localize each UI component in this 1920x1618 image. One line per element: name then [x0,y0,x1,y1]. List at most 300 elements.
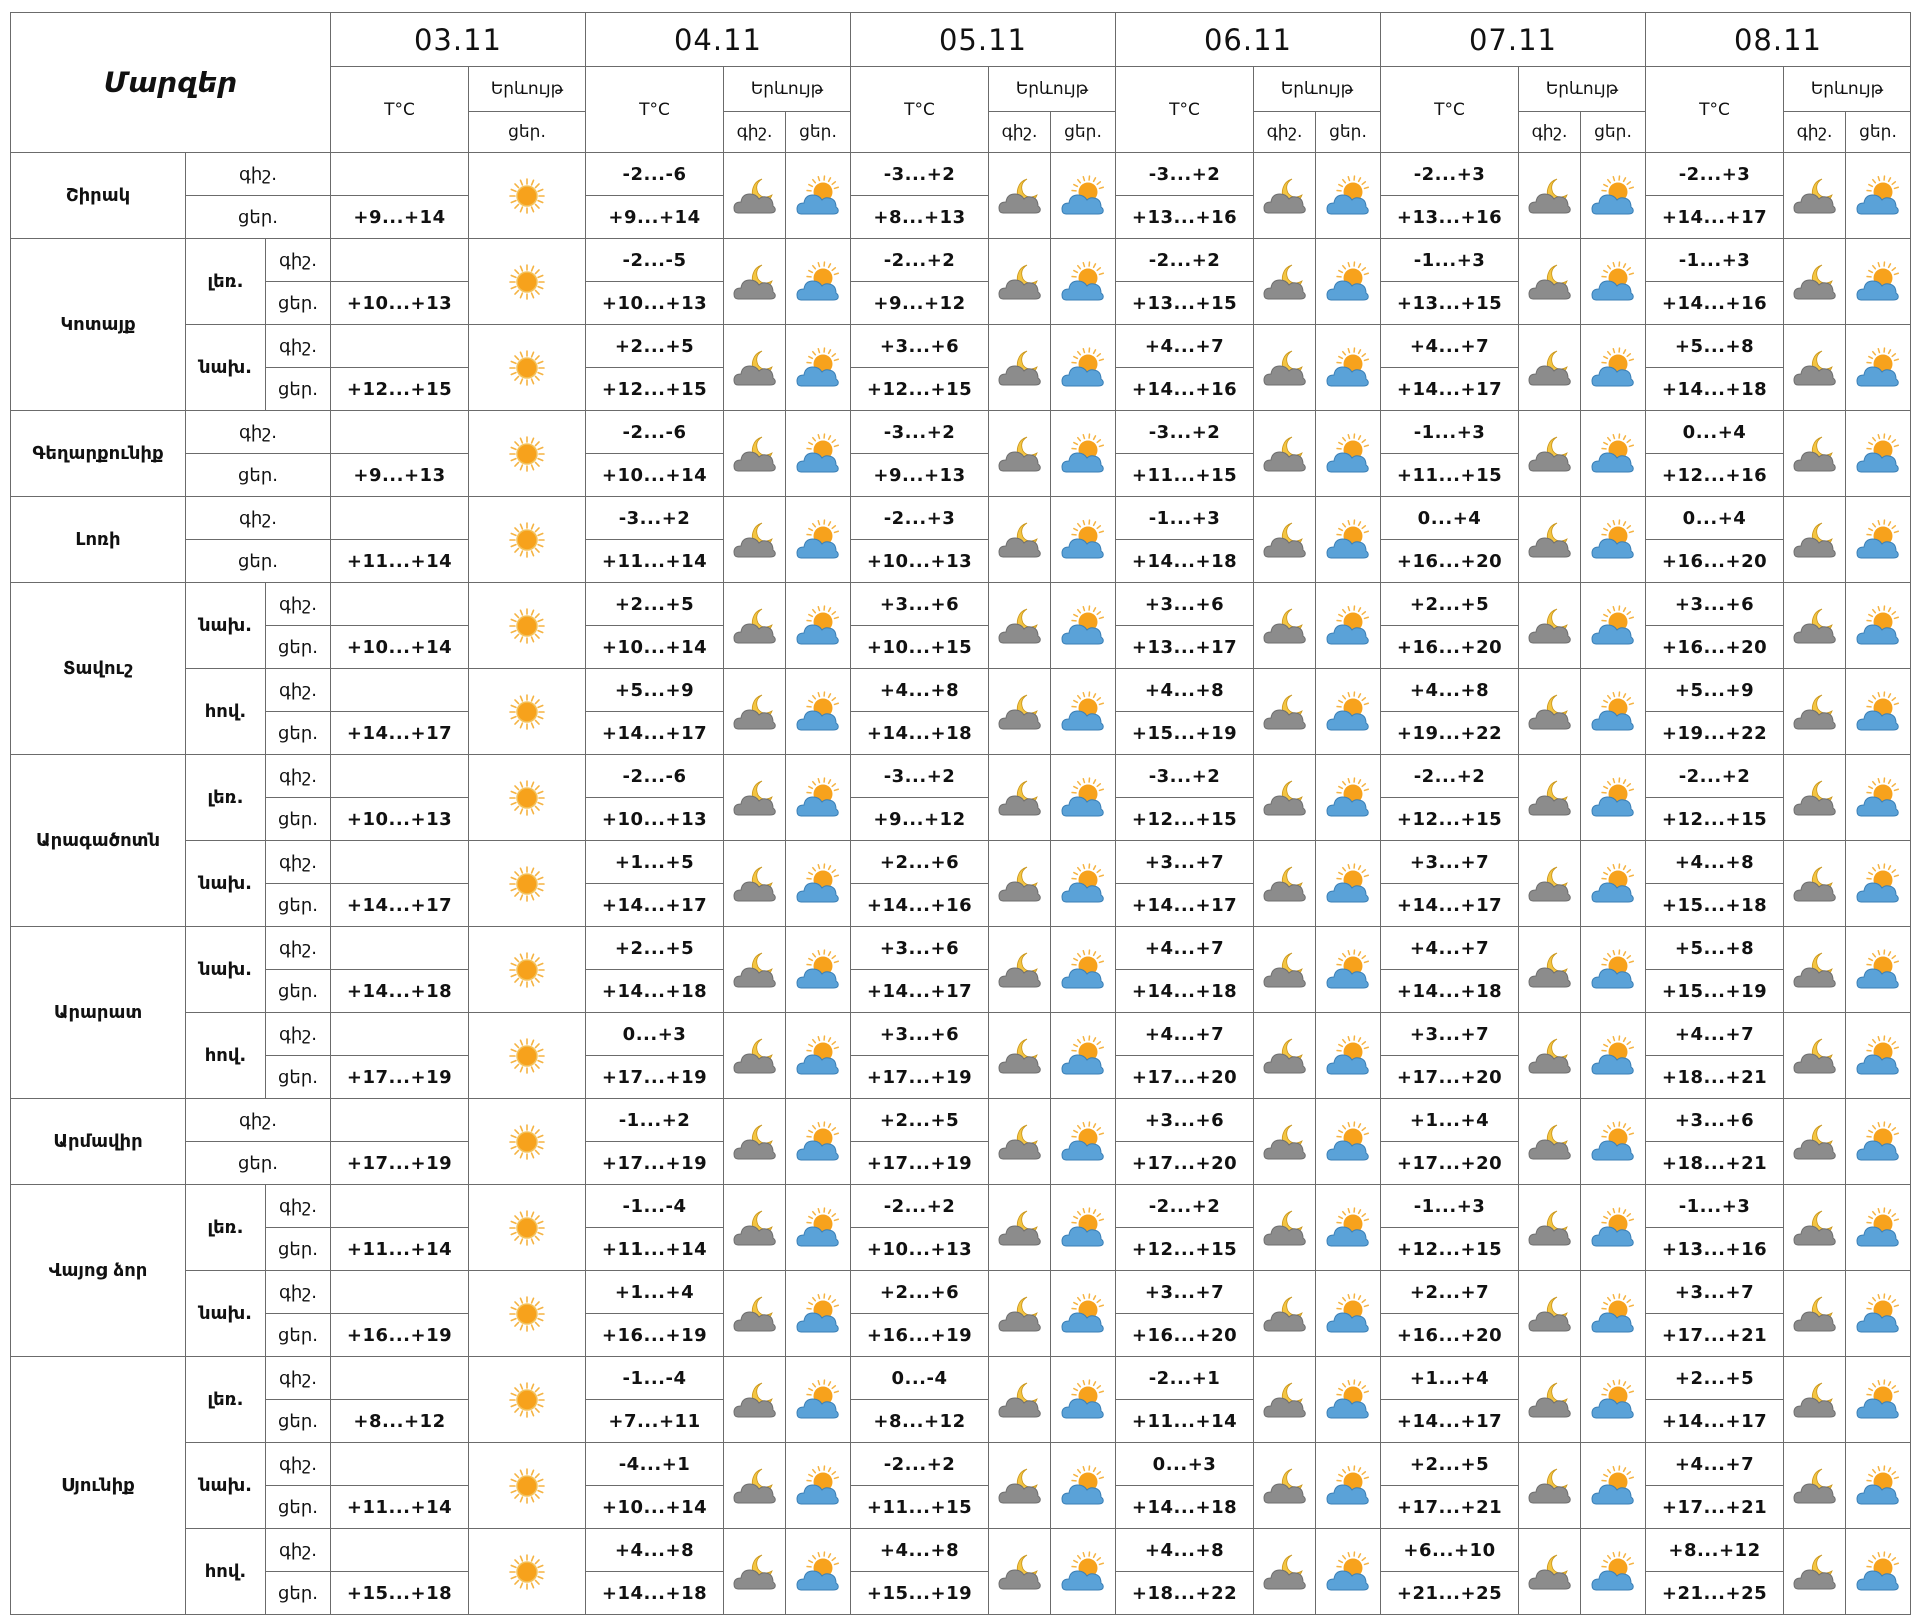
cloud-sun-icon [786,669,851,755]
night-temp: -3...+2 [851,411,989,454]
cloud-moon-icon [1784,239,1846,325]
day-label: ցեր. [266,1572,331,1615]
day-temp: +14...+17 [1381,1400,1519,1443]
table-row [11,841,1911,884]
cloud-moon-icon [1784,411,1846,497]
day-temp: +13...+17 [1116,626,1254,669]
day-temp: +10...+14 [586,1486,724,1529]
day-temp: +9...+14 [331,196,469,239]
day-temp: +14...+17 [1116,884,1254,927]
sun-icon [469,153,586,239]
day-label: ցեր. [266,1486,331,1529]
night-temp: +2...+7 [1381,1271,1519,1314]
night-temp: +4...+8 [1116,1529,1254,1572]
night-temp: +2...+5 [851,1099,989,1142]
night-temp: +4...+7 [1646,1443,1784,1486]
subregion-label: լեռ. [186,239,266,325]
day-temp: +14...+18 [1646,368,1784,411]
day-temp: +11...+15 [1381,454,1519,497]
region-name: Տավուշ [11,583,186,755]
day-temp: +14...+18 [1116,970,1254,1013]
cloud-sun-icon [786,1529,851,1615]
cloud-moon-icon [1254,755,1316,841]
night-label: գիշ. [266,1013,331,1056]
cloud-moon-icon [1784,669,1846,755]
day-temp: +17...+20 [1116,1056,1254,1099]
day-label: ցեր. [266,626,331,669]
cloud-moon-icon [989,1271,1051,1357]
region-name: Շիրակ [11,153,186,239]
night-temp: 0...+3 [586,1013,724,1056]
night-label: գիշ. [266,841,331,884]
day-temp: +14...+17 [586,884,724,927]
cloud-moon-icon [1254,239,1316,325]
night-temp: +3...+6 [1116,1099,1254,1142]
day-label: ցեր. [186,540,331,583]
night-temp: +4...+7 [1116,927,1254,970]
day-temp: +9...+13 [331,454,469,497]
cloud-moon-icon [989,1357,1051,1443]
cloud-sun-icon [1051,1099,1116,1185]
region-name: Լոռի [11,497,186,583]
subregion-label: նախ. [186,927,266,1013]
subregion-label: լեռ. [186,755,266,841]
cloud-sun-icon [1051,1529,1116,1615]
cloud-moon-icon [1254,153,1316,239]
day-temp: +16...+20 [1646,626,1784,669]
night-temp: 0...+4 [1381,497,1519,540]
night-temp: +3...+6 [851,927,989,970]
day-temp: +13...+15 [1381,282,1519,325]
cloud-sun-icon [1316,669,1381,755]
region-name: Կոտայք [11,239,186,411]
cloud-moon-icon [1784,927,1846,1013]
night-temp: -2...-6 [586,153,724,196]
cloud-moon-icon [1784,1443,1846,1529]
day-subheader: ցեր. [1316,112,1381,153]
cloud-sun-icon [1051,411,1116,497]
day-temp: +14...+17 [851,970,989,1013]
sun-icon [469,1443,586,1529]
cloud-moon-icon [989,325,1051,411]
cloud-sun-icon [1846,1013,1911,1099]
day-temp: +19...+22 [1381,712,1519,755]
table-row [11,927,1911,970]
cloud-sun-icon [1051,1357,1116,1443]
day-temp: +11...+14 [586,540,724,583]
night-temp: -2...+3 [1646,153,1784,196]
day-label: ցեր. [266,884,331,927]
cloud-moon-icon [724,1099,786,1185]
sun-icon [469,755,586,841]
day-label: ցեր. [266,1400,331,1443]
cloud-sun-icon [1316,497,1381,583]
night-label: գիշ. [266,669,331,712]
night-label: գիշ. [186,411,331,454]
date-header: 05.11 [851,13,1116,67]
day-temp: +17...+19 [586,1056,724,1099]
cloud-sun-icon [1051,153,1116,239]
day-temp: +10...+13 [851,1228,989,1271]
cloud-sun-icon [1846,239,1911,325]
table-row [11,1529,1911,1572]
day-temp: +14...+16 [1116,368,1254,411]
night-subheader: գիշ. [989,112,1051,153]
night-temp [331,497,469,540]
night-temp: +4...+7 [1116,325,1254,368]
day-temp: +11...+14 [586,1228,724,1271]
cloud-moon-icon [1784,497,1846,583]
temp-header: T°C [586,67,724,153]
day-label: ցեր. [266,970,331,1013]
table-row [11,1443,1911,1486]
day-temp: +14...+16 [851,884,989,927]
table-row [11,583,1911,626]
subregion-label: նախ. [186,583,266,669]
cloud-moon-icon [1254,1013,1316,1099]
night-temp: +3...+6 [1646,583,1784,626]
cloud-moon-icon [1784,841,1846,927]
cloud-sun-icon [1316,1529,1381,1615]
cloud-sun-icon [786,1013,851,1099]
cloud-moon-icon [1784,1013,1846,1099]
table-row [11,411,1911,454]
day-label: ցեր. [266,1056,331,1099]
night-label: գիշ. [186,153,331,196]
cloud-moon-icon [1519,1013,1581,1099]
night-temp: +5...+9 [586,669,724,712]
day-temp: +17...+19 [851,1142,989,1185]
cloud-sun-icon [1846,411,1911,497]
cloud-sun-icon [1316,153,1381,239]
day-temp: +13...+16 [1116,196,1254,239]
night-temp: +3...+6 [851,1013,989,1056]
night-subheader: գիշ. [1254,112,1316,153]
day-temp: +13...+16 [1381,196,1519,239]
cloud-moon-icon [724,1529,786,1615]
day-temp: +8...+13 [851,196,989,239]
day-label: ցեր. [266,368,331,411]
cloud-sun-icon [1846,1099,1911,1185]
day-subheader: ցեր. [1051,112,1116,153]
table-row [11,1185,1911,1228]
cloud-sun-icon [1316,841,1381,927]
day-temp: +9...+13 [851,454,989,497]
cloud-moon-icon [724,1185,786,1271]
cloud-moon-icon [1784,325,1846,411]
cloud-moon-icon [989,1185,1051,1271]
night-temp: -1...+3 [1116,497,1254,540]
table-row [11,325,1911,368]
night-temp: +4...+8 [1116,669,1254,712]
cloud-moon-icon [724,583,786,669]
cloud-sun-icon [1581,325,1646,411]
cloud-sun-icon [1846,325,1911,411]
sun-icon [469,497,586,583]
day-temp: +18...+22 [1116,1572,1254,1615]
night-temp: +3...+7 [1381,841,1519,884]
table-row [11,755,1911,798]
day-temp: +14...+16 [1646,282,1784,325]
cloud-sun-icon [786,927,851,1013]
day-temp: +14...+18 [331,970,469,1013]
night-label: գիշ. [266,1529,331,1572]
sun-icon [469,411,586,497]
day-temp: +17...+21 [1381,1486,1519,1529]
day-temp: +12...+15 [331,368,469,411]
subregion-label: նախ. [186,1271,266,1357]
day-temp: +10...+14 [586,626,724,669]
day-temp: +11...+14 [331,540,469,583]
day-temp: +10...+13 [586,282,724,325]
night-temp: -1...+3 [1381,239,1519,282]
night-temp: +4...+7 [1116,1013,1254,1056]
day-temp: +15...+19 [1116,712,1254,755]
day-temp: +17...+20 [1381,1142,1519,1185]
cloud-moon-icon [724,1013,786,1099]
cloud-moon-icon [1254,1529,1316,1615]
cloud-moon-icon [1254,1099,1316,1185]
cloud-sun-icon [1846,497,1911,583]
day-temp: +17...+19 [331,1142,469,1185]
day-label: ցեր. [266,712,331,755]
day-temp: +17...+21 [1646,1486,1784,1529]
day-temp: +17...+19 [331,1056,469,1099]
date-header: 07.11 [1381,13,1646,67]
night-label: գիշ. [266,325,331,368]
night-temp: -1...-4 [586,1185,724,1228]
phenomenon-header: Երևույթ [469,67,586,112]
day-temp: +8...+12 [331,1400,469,1443]
cloud-sun-icon [1051,1271,1116,1357]
day-temp: +10...+13 [331,282,469,325]
night-temp: +3...+7 [1116,841,1254,884]
day-temp: +14...+17 [331,712,469,755]
table-row [11,239,1911,282]
cloud-moon-icon [1519,669,1581,755]
night-subheader: գիշ. [1784,112,1846,153]
night-temp: +4...+7 [1381,325,1519,368]
night-label: գիշ. [266,927,331,970]
day-temp: +10...+14 [331,626,469,669]
night-temp: -2...+2 [1116,1185,1254,1228]
temp-header: T°C [1116,67,1254,153]
cloud-sun-icon [1581,1529,1646,1615]
cloud-moon-icon [724,325,786,411]
day-temp: +12...+15 [1381,1228,1519,1271]
cloud-sun-icon [1846,1357,1911,1443]
sun-icon [469,583,586,669]
night-temp: +1...+4 [586,1271,724,1314]
day-temp: +11...+15 [851,1486,989,1529]
table-row [11,497,1911,540]
cloud-moon-icon [989,1443,1051,1529]
cloud-sun-icon [1051,927,1116,1013]
day-temp: +16...+19 [331,1314,469,1357]
night-label: գիշ. [266,1271,331,1314]
cloud-sun-icon [786,1099,851,1185]
cloud-moon-icon [1519,1357,1581,1443]
night-temp: +3...+6 [851,325,989,368]
cloud-moon-icon [1784,1185,1846,1271]
table-row [11,1099,1911,1142]
cloud-moon-icon [724,669,786,755]
night-label: գիշ. [266,583,331,626]
cloud-sun-icon [786,325,851,411]
sun-icon [469,1013,586,1099]
day-temp: +12...+15 [1646,798,1784,841]
cloud-moon-icon [724,497,786,583]
night-temp: -2...-6 [586,755,724,798]
night-temp: +4...+7 [1646,1013,1784,1056]
night-temp: +1...+4 [1381,1099,1519,1142]
day-temp: +21...+25 [1381,1572,1519,1615]
night-temp: +2...+5 [586,927,724,970]
night-temp: -3...+2 [851,755,989,798]
cloud-sun-icon [1051,497,1116,583]
day-temp: +14...+18 [1116,1486,1254,1529]
cloud-sun-icon [1581,1013,1646,1099]
region-name: Արարատ [11,927,186,1099]
night-temp: +3...+7 [1646,1271,1784,1314]
day-temp: +14...+17 [331,884,469,927]
cloud-moon-icon [1784,1529,1846,1615]
cloud-sun-icon [1846,1271,1911,1357]
night-temp: 0...+3 [1116,1443,1254,1486]
cloud-sun-icon [1581,927,1646,1013]
sun-icon [469,669,586,755]
day-temp: +12...+15 [1381,798,1519,841]
cloud-moon-icon [1519,1443,1581,1529]
day-temp: +11...+14 [1116,1400,1254,1443]
sun-icon [469,927,586,1013]
night-temp [331,325,469,368]
date-header: 06.11 [1116,13,1381,67]
day-label: ցեր. [266,1314,331,1357]
cloud-sun-icon [1846,755,1911,841]
cloud-sun-icon [1051,669,1116,755]
night-temp: +2...+5 [1381,1443,1519,1486]
cloud-moon-icon [724,927,786,1013]
cloud-sun-icon [1316,411,1381,497]
night-label: գիշ. [266,1443,331,1486]
day-temp: +21...+25 [1646,1572,1784,1615]
night-label: գիշ. [266,1357,331,1400]
night-temp: +3...+6 [1116,583,1254,626]
night-temp: +4...+8 [586,1529,724,1572]
cloud-moon-icon [989,927,1051,1013]
cloud-sun-icon [1316,755,1381,841]
day-subheader: ցեր. [1581,112,1646,153]
cloud-moon-icon [1519,1099,1581,1185]
cloud-sun-icon [1316,1357,1381,1443]
cloud-sun-icon [786,153,851,239]
cloud-sun-icon [1846,669,1911,755]
day-temp: +15...+18 [1646,884,1784,927]
cloud-sun-icon [1581,153,1646,239]
day-temp: +7...+11 [586,1400,724,1443]
cloud-moon-icon [1254,325,1316,411]
night-temp: +5...+8 [1646,325,1784,368]
cloud-moon-icon [1519,583,1581,669]
cloud-moon-icon [989,1013,1051,1099]
cloud-moon-icon [1254,411,1316,497]
cloud-moon-icon [1254,1357,1316,1443]
cloud-sun-icon [1316,1443,1381,1529]
region-name: Գեղարքունիք [11,411,186,497]
cloud-sun-icon [786,755,851,841]
cloud-moon-icon [989,411,1051,497]
night-temp: +1...+4 [1381,1357,1519,1400]
cloud-sun-icon [1846,583,1911,669]
night-temp: +2...+6 [851,841,989,884]
night-temp: +3...+7 [1116,1271,1254,1314]
night-temp: -2...+2 [1381,755,1519,798]
cloud-moon-icon [989,1099,1051,1185]
cloud-sun-icon [1316,1271,1381,1357]
day-temp: +10...+13 [586,798,724,841]
cloud-moon-icon [1254,841,1316,927]
day-temp: +16...+20 [1381,1314,1519,1357]
cloud-sun-icon [786,1443,851,1529]
day-temp: +14...+18 [1116,540,1254,583]
night-label: գիշ. [266,1185,331,1228]
region-name: Սյունիք [11,1357,186,1615]
night-temp: +3...+6 [1646,1099,1784,1142]
cloud-moon-icon [1254,497,1316,583]
cloud-sun-icon [1581,755,1646,841]
night-temp: -2...+2 [851,1185,989,1228]
night-temp [331,1529,469,1572]
cloud-sun-icon [1846,927,1911,1013]
night-temp: +4...+8 [851,1529,989,1572]
cloud-sun-icon [1316,325,1381,411]
night-temp [331,1271,469,1314]
night-temp: -1...-4 [586,1357,724,1400]
day-temp: +16...+19 [851,1314,989,1357]
day-temp: +14...+17 [586,712,724,755]
cloud-moon-icon [1519,1529,1581,1615]
night-temp [331,1357,469,1400]
night-temp [331,1013,469,1056]
night-temp: +8...+12 [1646,1529,1784,1572]
night-temp: -1...+3 [1381,1185,1519,1228]
day-temp: +12...+15 [1116,798,1254,841]
region-name: Վայոց ձոր [11,1185,186,1357]
cloud-moon-icon [724,841,786,927]
night-temp: -3...+2 [586,497,724,540]
cloud-moon-icon [1519,153,1581,239]
night-temp: -2...-6 [586,411,724,454]
cloud-sun-icon [1846,841,1911,927]
night-temp [331,669,469,712]
day-temp: +14...+17 [1381,368,1519,411]
temp-header: T°C [331,67,469,153]
cloud-moon-icon [1254,1185,1316,1271]
cloud-moon-icon [1519,1185,1581,1271]
cloud-moon-icon [1254,927,1316,1013]
phenomenon-header: Երևույթ [1784,67,1911,112]
cloud-sun-icon [1316,1099,1381,1185]
cloud-sun-icon [1051,325,1116,411]
cloud-moon-icon [989,583,1051,669]
cloud-sun-icon [1051,239,1116,325]
day-temp: +15...+19 [1646,970,1784,1013]
night-temp: +2...+5 [1646,1357,1784,1400]
night-temp [331,755,469,798]
table-row [11,669,1911,712]
night-temp: -1...+3 [1646,1185,1784,1228]
